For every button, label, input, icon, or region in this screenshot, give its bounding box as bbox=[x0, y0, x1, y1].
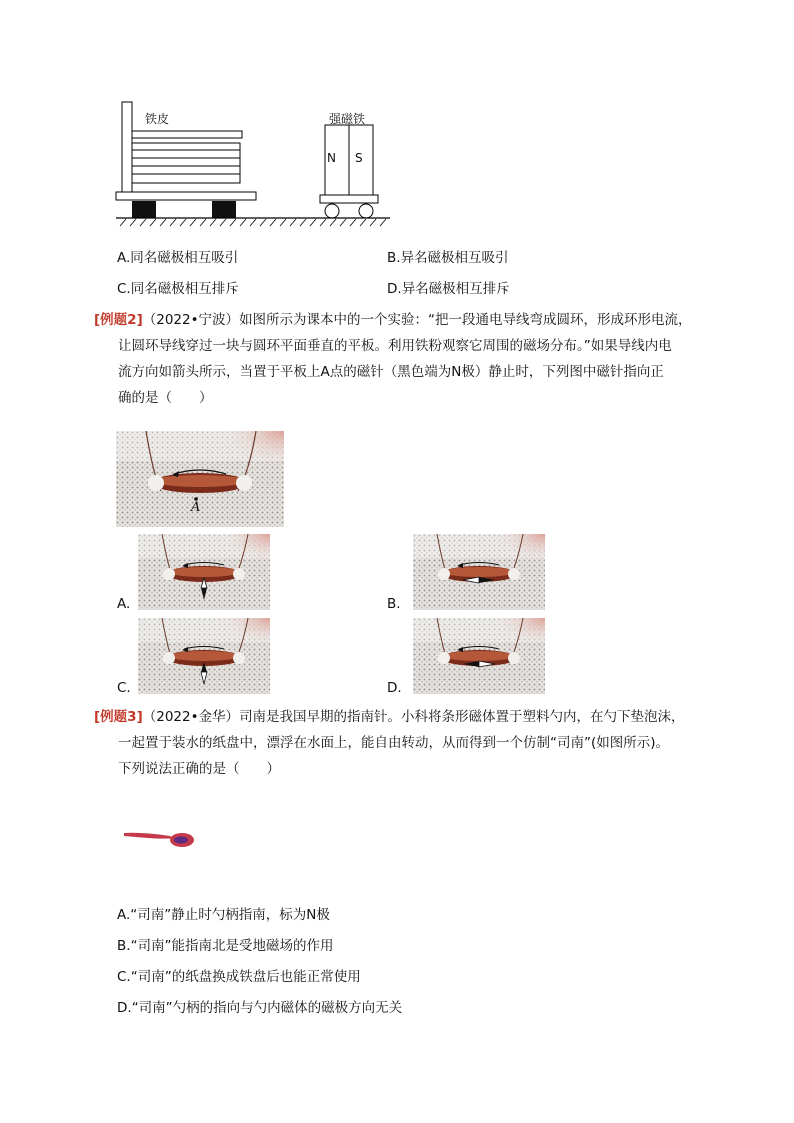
q2-line-2: 让圆环导线穿过一块与圆环平面垂直的平板。利用铁粉观察它周围的磁场分布。”如果导线内电 bbox=[118, 338, 672, 354]
q3-source: （2022•金华） bbox=[142, 709, 240, 725]
option-text: 异名磁极相互吸引 bbox=[400, 250, 509, 266]
magnet-pole-n: N bbox=[327, 151, 336, 165]
q3-question bbox=[94, 704, 734, 782]
option-key: A. bbox=[117, 907, 131, 923]
magnet-label: 强磁铁 bbox=[329, 112, 366, 126]
choice-a-label: A. bbox=[117, 596, 131, 612]
q2-source: （2022•宁波） bbox=[142, 312, 240, 328]
q2-line-4: 确的是（ ） bbox=[118, 390, 213, 406]
choice-b-photo[interactable] bbox=[413, 534, 545, 610]
q3-option-a[interactable] bbox=[117, 903, 330, 923]
q2-line-1: 如图所示为课本中的一个实验：“把一段通电导线弯成圆环，形成环形电流， bbox=[239, 312, 692, 328]
iron-sheet-label: 铁皮 bbox=[145, 112, 170, 126]
choice-d-label: D. bbox=[387, 680, 402, 696]
option-key: C. bbox=[117, 281, 131, 297]
choice-b-label: B. bbox=[387, 596, 401, 612]
choice-d-photo[interactable] bbox=[413, 618, 545, 694]
choice-a-photo[interactable] bbox=[138, 534, 270, 610]
q2-tag: [例题2] bbox=[94, 312, 143, 328]
q3-line-1: 司南是我国早期的指南针。小科将条形磁体置于塑料勺内，在勺下垫泡沫， bbox=[239, 709, 685, 725]
q1-option-a[interactable] bbox=[117, 246, 238, 266]
option-text: 同名磁极相互吸引 bbox=[130, 250, 239, 266]
q3-tag: [例题3] bbox=[94, 709, 143, 725]
q1-option-b[interactable] bbox=[387, 246, 509, 266]
option-key: C. bbox=[117, 969, 131, 985]
q2-question bbox=[94, 307, 734, 411]
option-text: “司南”能指南北是受地磁场的作用 bbox=[130, 938, 334, 954]
q2-line-3: 流方向如箭头所示，当置于平板上A点的磁针（黑色端为N极）静止时，下列图中磁针指向正 bbox=[118, 364, 664, 380]
q3-option-b[interactable] bbox=[117, 934, 334, 954]
q3-line-3: 下列说法正确的是（ ） bbox=[118, 761, 280, 777]
option-key: B. bbox=[387, 250, 401, 266]
q3-option-d[interactable] bbox=[117, 996, 402, 1016]
choice-c-label: C. bbox=[117, 680, 131, 696]
magnet-pole-s: S bbox=[355, 151, 363, 165]
option-key: D. bbox=[117, 1000, 132, 1016]
option-text: 异名磁极相互排斥 bbox=[401, 281, 510, 297]
point-a-label: A bbox=[191, 500, 201, 515]
option-text: “司南”的纸盘换成铁盘后也能正常使用 bbox=[130, 969, 361, 985]
option-text: 同名磁极相互排斥 bbox=[130, 281, 239, 297]
option-text: “司南”静止时勺柄指南，标为N极 bbox=[130, 907, 330, 923]
q3-line-2: 一起置于装水的纸盘中，漂浮在水面上，能自由转动，从而得到一个仿制“司南”(如图所示)。 bbox=[118, 735, 670, 751]
q3-option-c[interactable] bbox=[117, 965, 361, 985]
choice-c-photo[interactable] bbox=[138, 618, 270, 694]
sinan-spoon-image bbox=[122, 826, 196, 852]
option-text: “司南”勺柄的指向与勺内磁体的磁极方向无关 bbox=[131, 1000, 403, 1016]
q1-option-d[interactable] bbox=[387, 277, 510, 297]
option-key: B. bbox=[117, 938, 131, 954]
option-key: A. bbox=[117, 250, 131, 266]
option-key: D. bbox=[387, 281, 402, 297]
q1-option-c[interactable] bbox=[117, 277, 239, 297]
